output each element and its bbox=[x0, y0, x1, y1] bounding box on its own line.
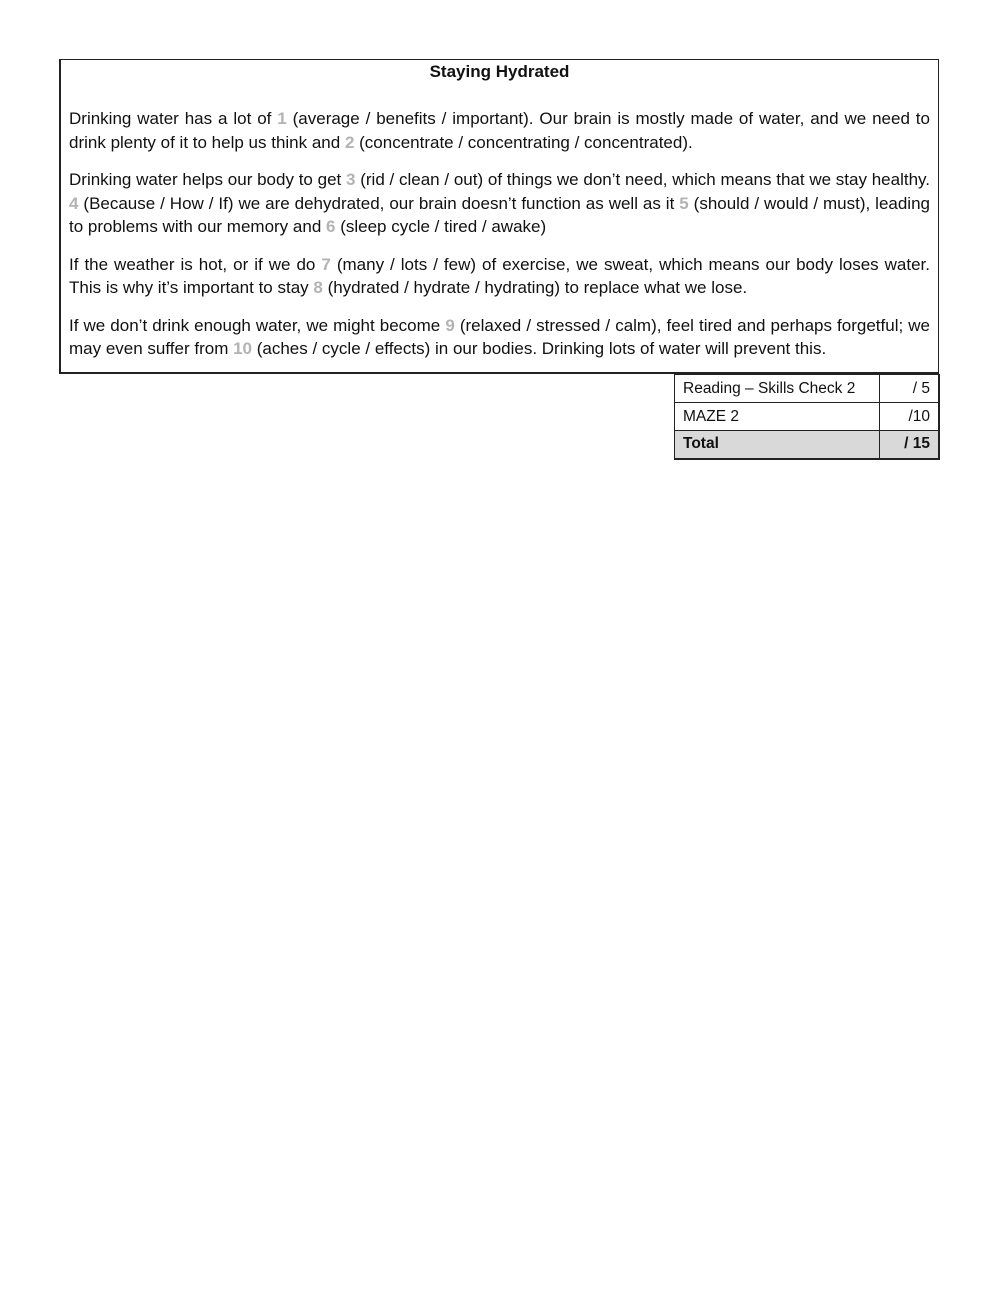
gap-number: 10 bbox=[233, 339, 253, 358]
score-row-reading bbox=[675, 375, 940, 403]
gap-number: 4 bbox=[69, 193, 79, 213]
score-row-label: MAZE 2 bbox=[675, 403, 880, 431]
total-label: Total bbox=[675, 431, 880, 459]
passage-text: (rid / clean / out) of things we don’t need, which means that we stay healthy. bbox=[355, 170, 931, 189]
paragraph-3 bbox=[69, 253, 930, 300]
passage-body bbox=[69, 107, 930, 361]
passage-box bbox=[59, 59, 939, 374]
total-value: / 15 bbox=[879, 431, 939, 459]
passage-text: (Because / How / If) we are dehydrated, our brain doesn’t function as well as it bbox=[78, 193, 680, 213]
paragraph-1 bbox=[69, 107, 930, 154]
passage-text: (sleep cycle / tired / awake) bbox=[335, 217, 547, 236]
passage-text: (relaxed / stressed / calm), feel tired and perhaps forgetful; we may even suffer from bbox=[69, 315, 930, 358]
passage-text: (aches / cycle / effects) in our bodies. Drinking lots of water will prevent this. bbox=[252, 339, 827, 358]
score-row-total bbox=[675, 431, 940, 459]
score-row-value: /10 bbox=[879, 403, 939, 431]
passage-text: Drinking water has a lot of bbox=[69, 109, 278, 128]
passage-text: If we don’t drink enough water, we might become bbox=[69, 315, 446, 335]
passage-text: (hydrated / hydrate / hydrating) to replace what we lose. bbox=[322, 278, 748, 297]
paragraph-4 bbox=[69, 314, 930, 361]
passage-text: If the weather is hot, or if we do bbox=[69, 254, 322, 274]
page-title: Staying Hydrated bbox=[429, 62, 570, 81]
passage-text: Drinking water helps our body to get bbox=[69, 170, 347, 189]
gap-number: 7 bbox=[321, 254, 331, 274]
score-row-label: Reading – Skills Check 2 bbox=[675, 375, 880, 403]
gap-number: 9 bbox=[445, 315, 455, 335]
gap-number: 1 bbox=[277, 109, 287, 128]
score-table bbox=[674, 374, 940, 460]
paragraph-2 bbox=[69, 168, 930, 239]
gap-number: 2 bbox=[344, 132, 355, 152]
gap-number: 6 bbox=[326, 217, 336, 236]
passage-text: (should / would / must), leading to problems with our memory and bbox=[69, 193, 930, 236]
passage-text: (many / lots / few) of exercise, we sweat, which means our body loses water. This is why it’s important to stay bbox=[69, 254, 930, 297]
passage-text: (average / benefits / important). Our brain is mostly made of water, and we need to drink plenty of it to help us think and bbox=[69, 109, 930, 152]
gap-number: 5 bbox=[679, 193, 689, 213]
gap-number: 3 bbox=[346, 170, 356, 189]
gap-number: 8 bbox=[313, 278, 323, 297]
score-row-value: / 5 bbox=[879, 375, 939, 403]
passage-text: (concentrate / concentrating / concentrated). bbox=[354, 132, 693, 152]
score-row-maze bbox=[675, 403, 940, 431]
